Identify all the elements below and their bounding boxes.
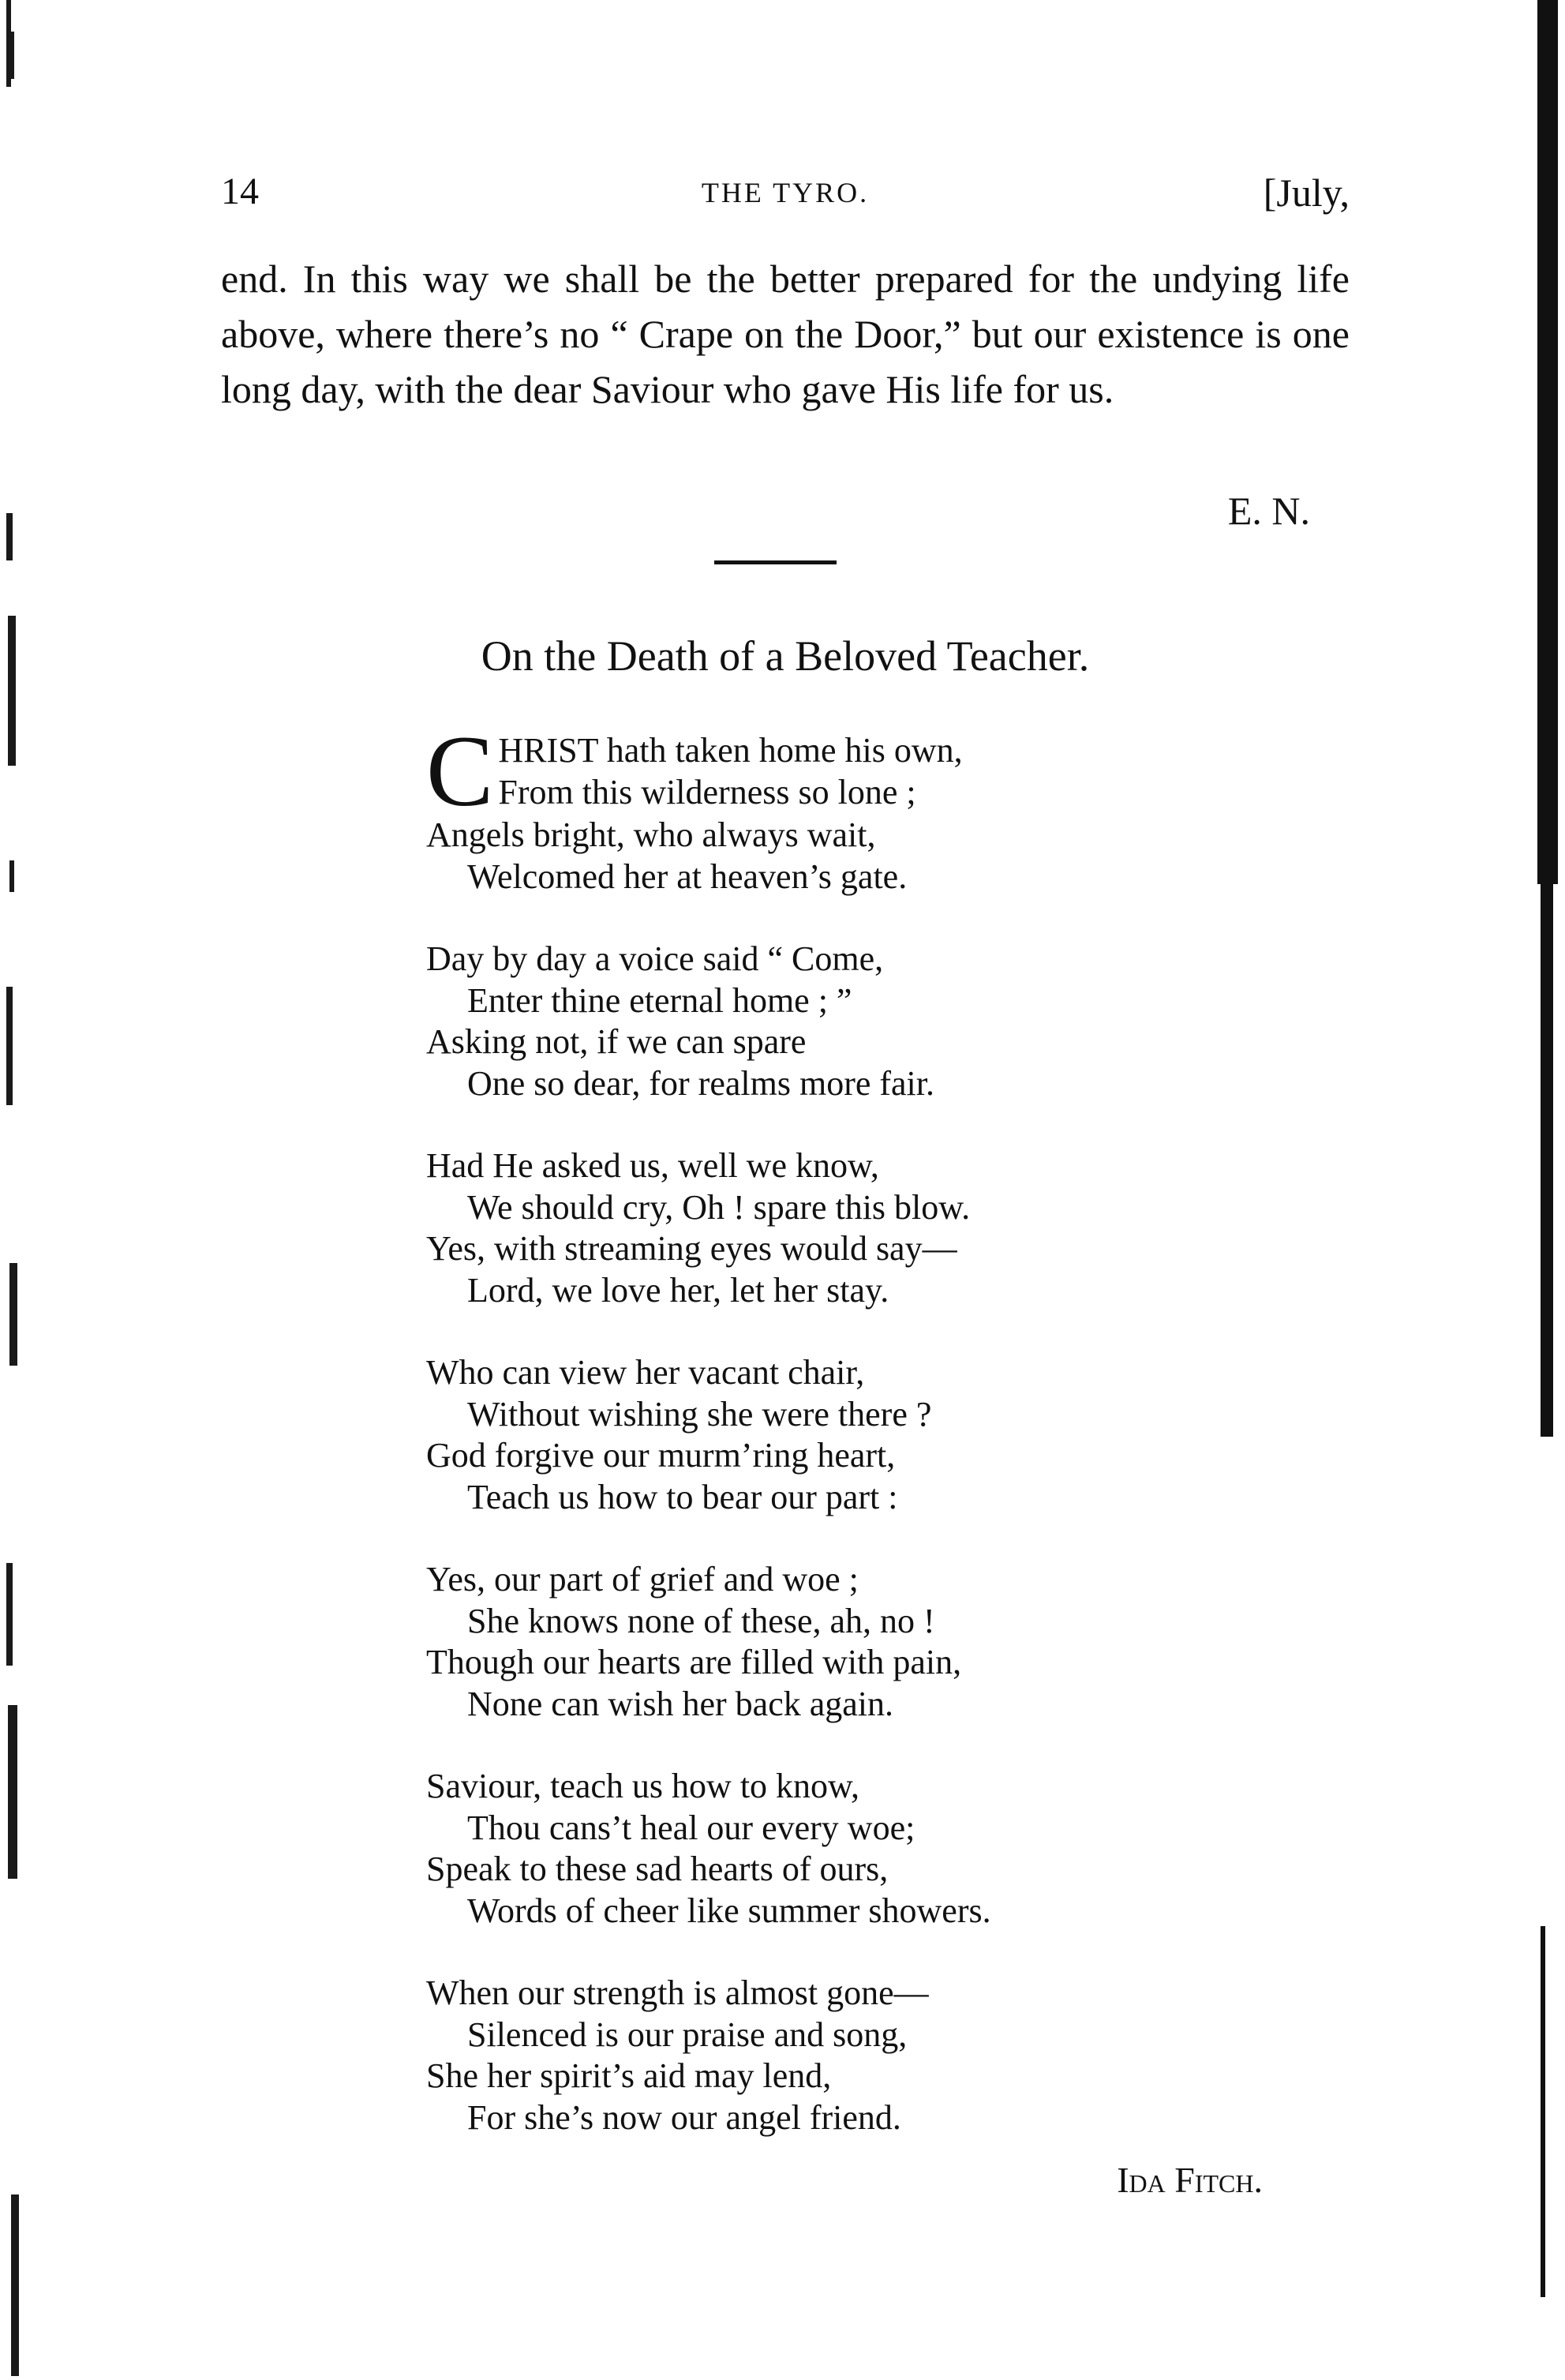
drop-cap: C	[426, 715, 494, 827]
poem-title: On the Death of a Beloved Teacher.	[481, 632, 1090, 680]
issue-month: [July,	[1263, 171, 1350, 215]
poem-line: We should cry, Oh ! spare this blow.	[467, 1187, 971, 1227]
poem-line: Enter thine eternal home ; ”	[467, 980, 852, 1020]
poem-line: She her spirit’s aid may lend,	[426, 2056, 832, 2095]
poem-signature: Ida Fitch.	[1117, 2160, 1263, 2200]
poem-line: None can wish her back again.	[467, 1684, 894, 1723]
poem-line: Saviour, teach us how to know,	[426, 1767, 859, 1805]
running-head	[221, 170, 1350, 225]
poem-stanza	[426, 1145, 1215, 1311]
poem-line: Lord, we love her, let her stay.	[467, 1270, 889, 1310]
right-scan-margin	[1529, 0, 1565, 2380]
poem-line: Had He asked us, well we know,	[426, 1146, 879, 1185]
poem-line: For she’s now our angel friend.	[467, 2097, 901, 2137]
poem-line: From this wilderness so lone ;	[498, 772, 916, 811]
poem-line: Words of cheer like summer showers.	[467, 1891, 991, 1930]
poem-line: Yes, our part of grief and woe ;	[426, 1560, 859, 1599]
poem-line: One so dear, for realms more fair.	[467, 1063, 935, 1103]
left-scan-margin	[0, 0, 55, 2380]
poem-line: Teach us how to bear our part :	[467, 1477, 898, 1516]
poem-line: Angels bright, who always wait,	[426, 815, 876, 854]
poem-stanza	[426, 939, 1215, 1104]
prose-signature: E. N.	[1227, 489, 1310, 533]
poem-line: Yes, with streaming eyes would say—	[426, 1229, 957, 1268]
section-divider	[714, 560, 837, 564]
poem-line: Thou cans’t heal our every woe;	[467, 1808, 915, 1847]
poem-stanza	[426, 1973, 1215, 2138]
prose-paragraph: end. In this way we shall be the better prepared for the undying life above, where there’s no “ Crape on the Door,” but our existence is one long day, with the dear Saviour who gave His life for us.	[221, 257, 1350, 411]
poem-stanza	[426, 1766, 1215, 1932]
poem-line: HRIST hath taken home his own,	[498, 731, 963, 770]
poem-line: God forgive our murm’ring heart,	[426, 1436, 896, 1475]
poem-line: Silenced is our praise and song,	[467, 2015, 908, 2054]
poem-stanza	[426, 1352, 1215, 1518]
poem-stanza	[426, 1559, 1215, 1725]
poem-body	[426, 715, 1215, 2179]
poem-stanza	[426, 715, 1215, 898]
poem-line: Though our hearts are filled with pain,	[426, 1643, 962, 1681]
poem-line: When our strength is almost gone—	[426, 1973, 929, 2012]
page-number: 14	[221, 171, 259, 212]
poem-line: Day by day a voice said “ Come,	[426, 939, 884, 978]
poem-line: She knows none of these, ah, no !	[467, 1601, 935, 1640]
journal-title: THE TYRO.	[701, 177, 870, 208]
poem-line: Welcomed her at heaven’s gate.	[467, 856, 908, 896]
poem-line: Speak to these sad hearts of ours,	[426, 1850, 889, 1888]
poem-line: Asking not, if we can spare	[426, 1022, 807, 1061]
poem-line: Without wishing she were there ?	[467, 1394, 932, 1434]
poem-line: Who can view her vacant chair,	[426, 1353, 865, 1392]
